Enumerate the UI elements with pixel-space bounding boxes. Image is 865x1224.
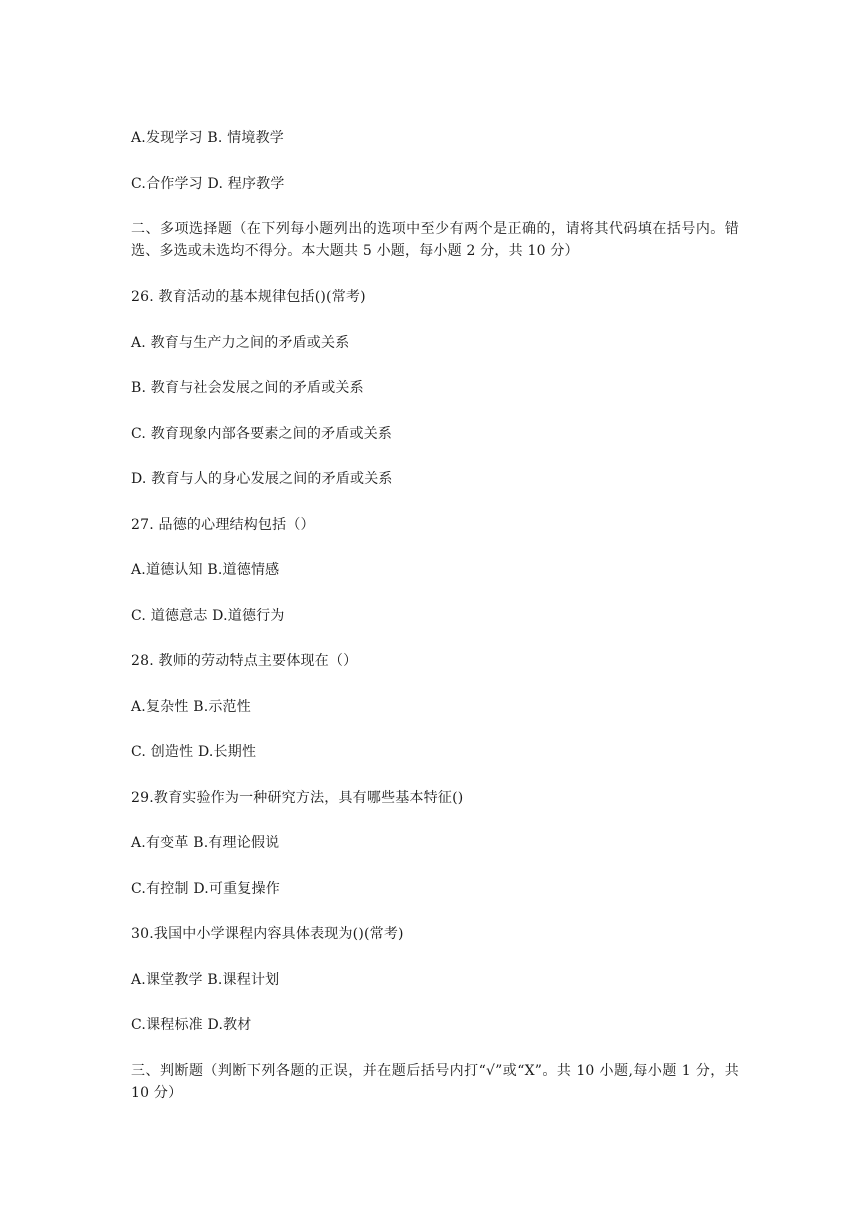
question-28-options-a-b: A.复杂性 B.示范性 [131, 699, 251, 715]
section-heading-multiple-choice: 二、多项选择题（在下列每小题列出的选项中至少有两个是正确的，请将其代码填在括号内。错选、多选或未选均不得分。本大题共 5 小题，每小题 2 分，共 10 分） [131, 221, 739, 259]
question-26-option-a: A. 教育与生产力之间的矛盾或关系 [131, 335, 350, 351]
question-26-option-b: B. 教育与社会发展之间的矛盾或关系 [131, 380, 364, 396]
question-27-options-a-b: A.道德认知 B.道德情感 [131, 562, 280, 578]
question-29-options-c-d: C.有控制 D.可重复操作 [131, 881, 280, 897]
question-28-options-c-d: C. 创造性 D.长期性 [131, 744, 257, 760]
question-26: 26. 教育活动的基本规律包括()(常考) [131, 289, 366, 305]
question-27-options-c-d: C. 道德意志 D.道德行为 [131, 608, 285, 624]
question-29: 29.教育实验作为一种研究方法，具有哪些基本特征() [131, 790, 464, 806]
question-28: 28. 教师的劳动特点主要体现在（） [131, 653, 358, 669]
option-line-a-b: A.发现学习 B. 情境教学 [131, 130, 284, 146]
question-30-options-a-b: A.课堂教学 B.课程计划 [131, 972, 280, 988]
question-29-options-a-b: A.有变革 B.有理论假说 [131, 835, 280, 851]
question-26-option-d: D. 教育与人的身心发展之间的矛盾或关系 [131, 471, 393, 487]
option-line-c-d: C.合作学习 D. 程序教学 [131, 176, 285, 192]
question-30: 30.我国中小学课程内容具体表现为()(常考) [131, 926, 404, 942]
question-30-options-c-d: C.课程标准 D.教材 [131, 1017, 252, 1033]
question-26-option-c: C. 教育现象内部各要素之间的矛盾或关系 [131, 426, 393, 442]
section-heading-true-false: 三、判断题（判断下列各题的正误，并在题后括号内打“√”或“X”。共 10 小题,每小题 1 分，共 10 分） [131, 1063, 739, 1101]
question-27: 27. 品德的心理结构包括（） [131, 517, 315, 533]
